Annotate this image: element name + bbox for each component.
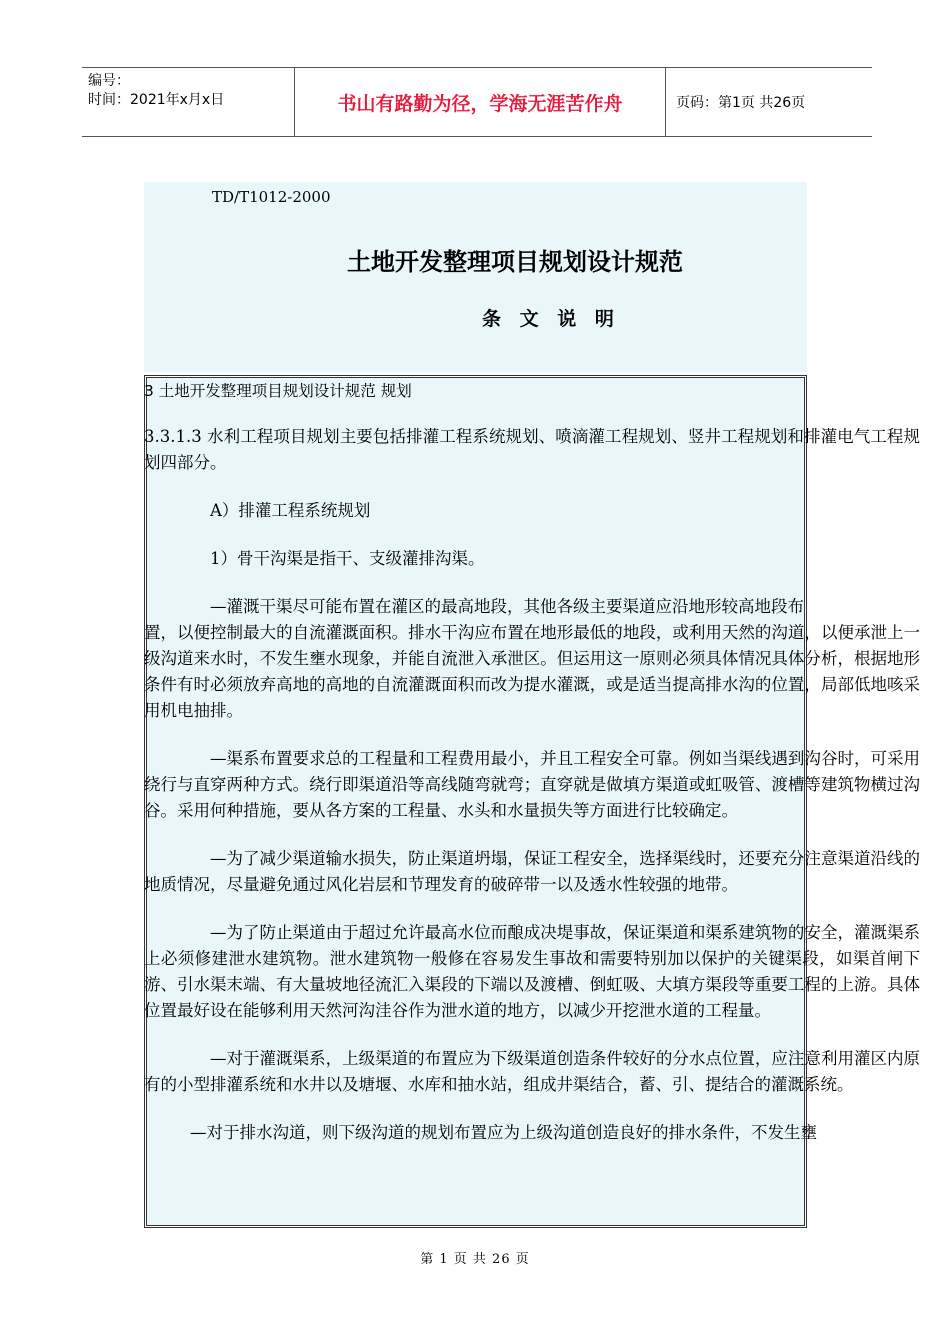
paragraph-first-line: —灌溉干渠尽可能布置在灌区的最高地段，其他各级主要渠道应沿地形较高地段布 <box>210 597 804 616</box>
paragraph: —渠系布置要求总的工程量和工程费用最小，并且工程安全可靠。例如当渠线遇到沟谷时，可采用绕行与直穿两种方式。绕行即渠道沿等高线随弯就弯；直穿就是做填方渠道或虹吸管、渡槽等建筑物横过沟谷。采用何种措施，要从各方案的工程量、水头和水量损失等方面进行比较确定。 <box>144 749 920 820</box>
header-motto: 书山有路勤为径，学海无涯苦作舟 <box>295 68 666 136</box>
document-subtitle: 条 文 说 明 <box>482 308 620 330</box>
paragraph: 1）骨干沟渠是指干、支级灌排沟渠。 <box>210 549 485 568</box>
title-block <box>144 182 807 372</box>
header-meta <box>82 68 295 136</box>
paragraph: 置，以便控制最大的自流灌溉面积。排水干沟应布置在地形最低的地段，或利用天然的沟道，以便承泄上一级沟道来水时，不发生壅水现象，并能自流泄入承泄区。但运用这一原则必须具体情况具体分析，根据地形条件有时必须放弃高地的高地的自流灌溉面积而改为提水灌溉，或是适当提高排水沟的位置，局部低地咳采用机电抽排。 <box>144 623 920 720</box>
section-heading: 3 土地开发整理项目规划设计规范 规划 <box>144 382 412 400</box>
paragraph: —对于灌溉渠系，上级渠道的布置应为下级渠道创造条件较好的分水点位置，应注意利用灌区内原有的小型排灌系统和水井以及塘堰、水库和抽水站，组成井渠结合，蓄、引、提结合的灌溉系统。 <box>144 1049 920 1094</box>
paragraph: —对于排水沟道，则下级沟道的规划布置应为上级沟道创造良好的排水条件，不发生壅 <box>190 1123 817 1142</box>
paragraph: 3.3.1.3 水利工程项目规划主要包括排灌工程系统规划、喷滴灌工程规划、竖井工程规划和排灌电气工程规划四部分。 <box>144 427 920 472</box>
header-page-info: 页码：第1页 共26页 <box>676 95 806 111</box>
page-header <box>82 67 872 137</box>
number-label: 编号： <box>88 73 130 89</box>
time-label: 时间：2021年x月x日 <box>88 92 225 108</box>
paragraph: A）排灌工程系统规划 <box>210 501 371 520</box>
standard-code: TD/T1012-2000 <box>212 188 331 206</box>
paragraph: —为了防止渠道由于超过允许最高水位而酿成决堤事故，保证渠道和渠系建筑物的安全，灌溉渠系上必须修建泄水建筑物。泄水建筑物一般修在容易发生事故和需要特别加以保护的关键渠段，如渠首闸下游、引水渠末端、有大量坡地径流汇入渠段的下端以及渡槽、倒虹吸、大填方渠段等重要工程的上游。具体位置最好设在能够利用天然河沟洼谷作为泄水道的地方，以减少开挖泄水道的工程量。 <box>144 923 920 1020</box>
document-body <box>144 378 920 1146</box>
document-title: 土地开发整理项目规划设计规范 <box>347 248 683 276</box>
page-footer: 第 1 页 共 26 页 <box>420 1252 530 1267</box>
paragraph: —为了减少渠道输水损失，防止渠道坍塌，保证工程安全，选择渠线时，还要充分注意渠道沿线的地质情况，尽量避免通过风化岩层和节理发育的破碎带一以及透水性较强的地带。 <box>144 849 920 894</box>
